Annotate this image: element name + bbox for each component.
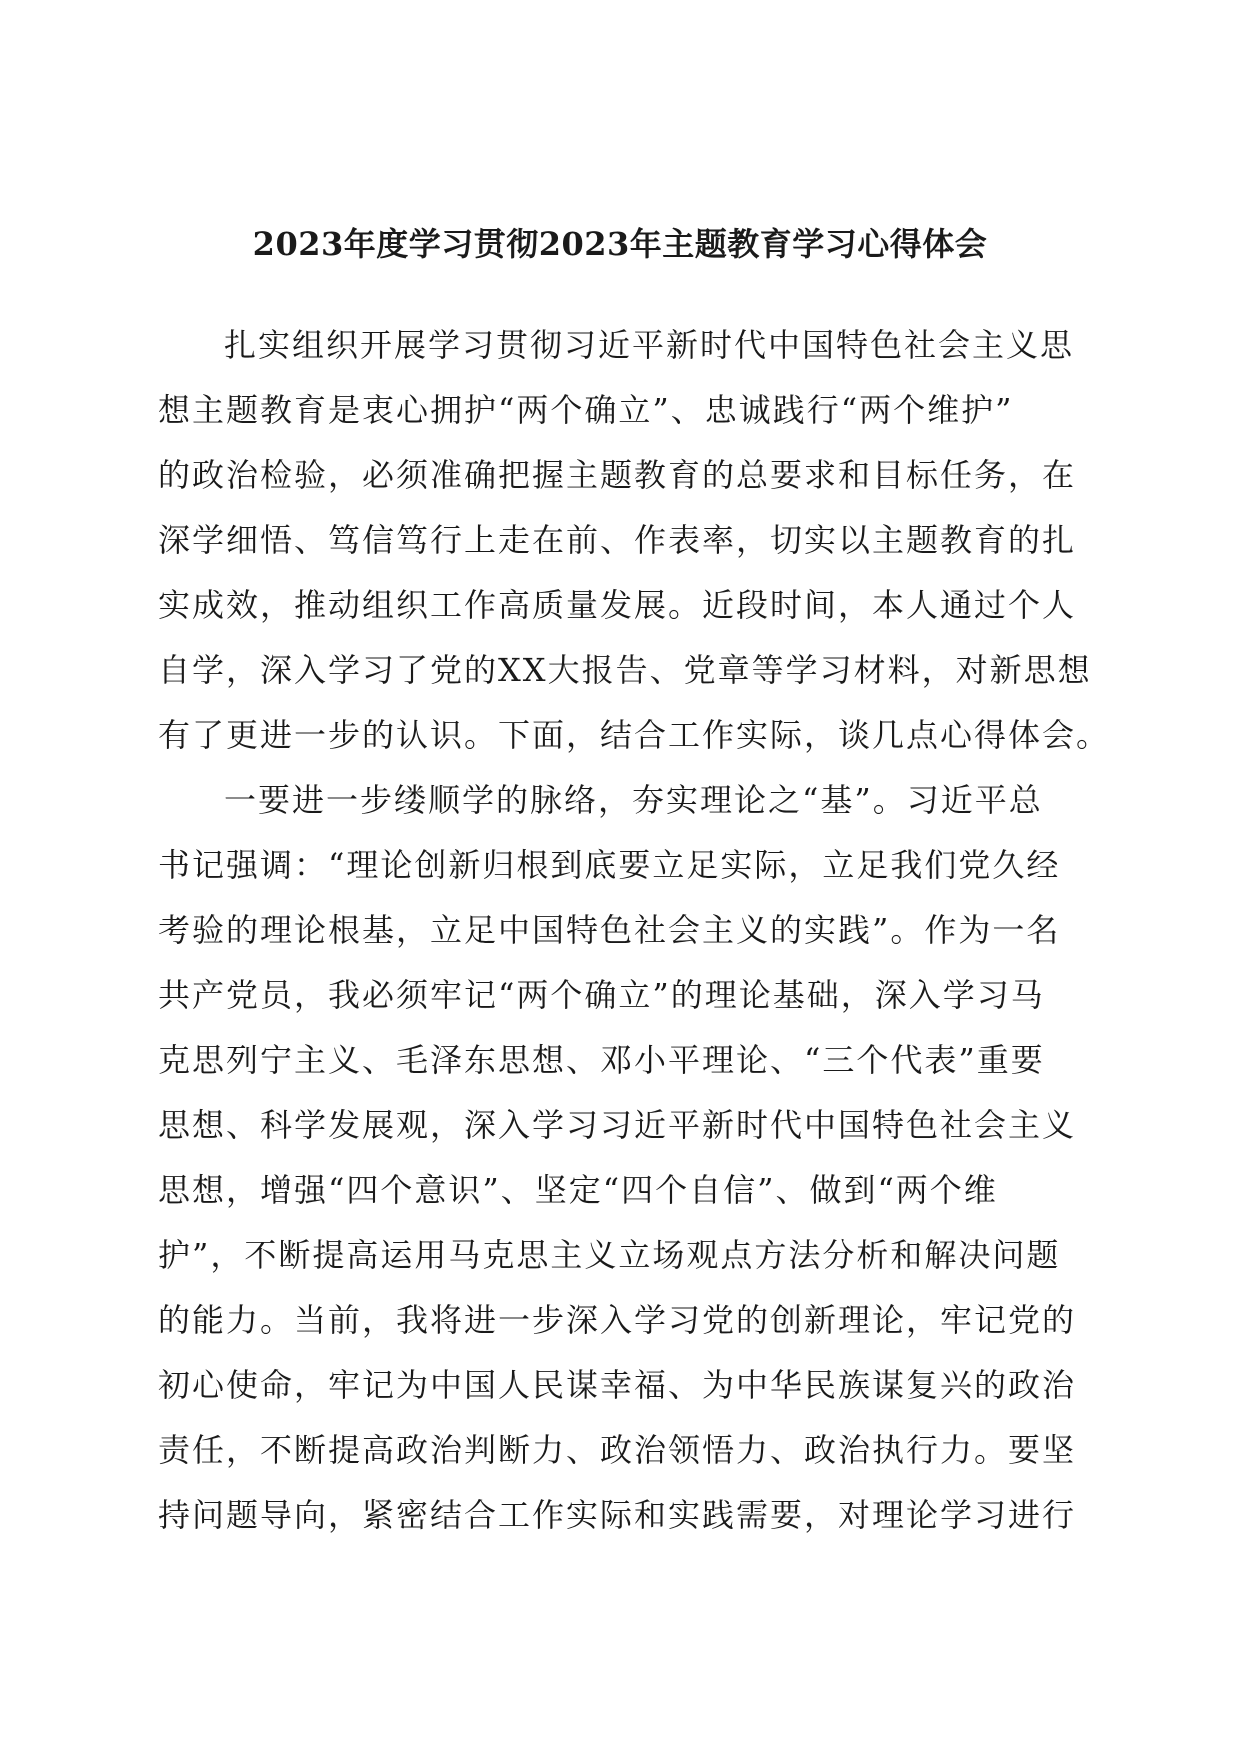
paragraph-2-line-4: 共产党员，我必须牢记“两个确立”的理论基础，深入学习马	[158, 976, 1045, 1014]
document-body	[158, 313, 1111, 1548]
paragraph-1-line-3: 的政治检验，必须准确把握主题教育的总要求和目标任务，在	[158, 456, 1077, 494]
paragraph-2-line-8: 护”，不断提高运用马克思主义立场观点方法分析和解决问题	[158, 1236, 1061, 1274]
paragraph-1-line-4: 深学细悟、笃信笃行上走在前、作表率，切实以主题教育的扎	[158, 521, 1077, 559]
paragraph-1-line-1: 扎实组织开展学习贯彻习近平新时代中国特色社会主义思	[224, 326, 1075, 364]
paragraph-1-line-7: 有了更进一步的认识。下面，结合工作实际，谈几点心得体会。	[158, 716, 1111, 754]
paragraph-1-line-6: 自学，深入学习了党的XX大报告、党章等学习材料，对新思想	[158, 651, 1092, 689]
paragraph-2-line-6: 思想、科学发展观，深入学习习近平新时代中国特色社会主义	[158, 1106, 1077, 1144]
paragraph-2-line-7: 思想，增强“四个意识”、坚定“四个自信”、做到“两个维	[158, 1171, 998, 1209]
paragraph-2-line-5: 克思列宁主义、毛泽东思想、邓小平理论、“三个代表”重要	[158, 1041, 1045, 1079]
paragraph-2-line-2: 书记强调：“理论创新归根到底要立足实际，立足我们党久经	[158, 846, 1061, 884]
paragraph-1-line-5: 实成效，推动组织工作高质量发展。近段时间，本人通过个人	[158, 586, 1077, 624]
paragraph-2-line-3: 考验的理论根基，立足中国特色社会主义的实践”。作为一名	[158, 911, 1061, 949]
paragraph-1-line-2: 想主题教育是衷心拥护“两个确立”、忠诚践行“两个维护”	[158, 391, 1014, 429]
paragraph-2-line-11: 责任，不断提高政治判断力、政治领悟力、政治执行力。要坚	[158, 1431, 1077, 1469]
paragraph-2-line-12: 持问题导向，紧密结合工作实际和实践需要，对理论学习进行	[158, 1496, 1077, 1534]
paragraph-2-line-1: 一要进一步缕顺学的脉络，夯实理论之“基”。习近平总	[224, 781, 1043, 819]
document-title: 2023年度学习贯彻2023年主题教育学习心得体会	[252, 225, 988, 263]
paragraph-2-line-10: 初心使命，牢记为中国人民谋幸福、为中华民族谋复兴的政治	[158, 1366, 1077, 1404]
paragraph-2-line-9: 的能力。当前，我将进一步深入学习党的创新理论，牢记党的	[158, 1301, 1077, 1339]
